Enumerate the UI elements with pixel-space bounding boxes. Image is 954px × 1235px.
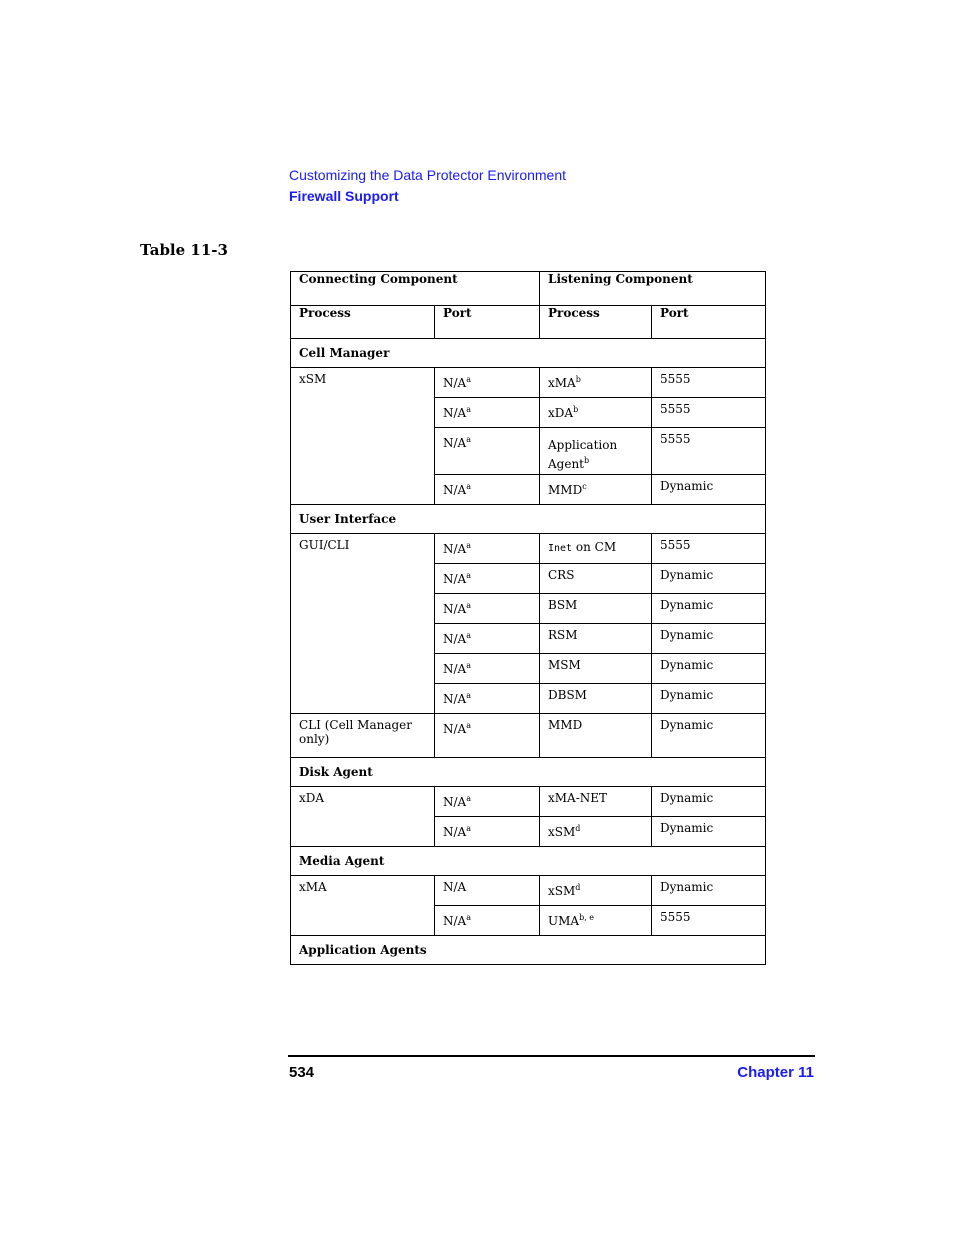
table-row	[291, 714, 766, 758]
footnote-marker: a	[466, 913, 471, 922]
port-value: N/A	[443, 692, 467, 706]
table-row	[291, 534, 766, 564]
listening-process-value: RSM	[548, 628, 578, 642]
listening-process-value: xSM	[548, 884, 576, 898]
listening-process-cell	[540, 594, 652, 624]
listening-process-cell	[540, 534, 652, 564]
listening-process-value: xDA	[548, 406, 574, 420]
listening-port-cell: 5555	[652, 368, 766, 398]
port-cell	[435, 624, 540, 654]
footnote-marker: a	[466, 541, 471, 550]
port-value: N/A	[443, 914, 467, 928]
port-cell	[435, 368, 540, 398]
table-row	[291, 876, 766, 906]
firewall-ports-table	[290, 271, 766, 965]
listening-port-cell: 5555	[652, 534, 766, 564]
process-cell: GUI/CLI	[291, 534, 435, 714]
port-value: N/A	[443, 662, 467, 676]
port-cell	[435, 817, 540, 847]
table-row	[291, 368, 766, 398]
listening-port-cell: Dynamic	[652, 684, 766, 714]
footnote-marker: a	[466, 375, 471, 384]
port-cell	[435, 594, 540, 624]
section-title: Media Agent	[291, 847, 766, 876]
listening-process-value: xSM	[548, 825, 576, 839]
port-value: N/A	[443, 572, 467, 586]
footnote-marker: c	[582, 482, 587, 491]
section-row	[291, 758, 766, 787]
listening-process-cell	[540, 654, 652, 684]
listening-process-value: MMD	[548, 483, 583, 497]
footnote-marker: a	[466, 631, 471, 640]
section-title: User Interface	[291, 505, 766, 534]
chapter-title-link[interactable]: Customizing the Data Protector Environment	[289, 167, 567, 183]
section-row	[291, 505, 766, 534]
listening-component-header: Listening Component	[540, 272, 766, 306]
footnote-marker: a	[466, 405, 471, 414]
footnote-marker: a	[466, 794, 471, 803]
port-cell	[435, 398, 540, 428]
listening-process-value: MSM	[548, 658, 581, 672]
listening-port-cell: Dynamic	[652, 564, 766, 594]
footnote-marker: d	[575, 824, 581, 833]
listening-port-cell: Dynamic	[652, 876, 766, 906]
section-row	[291, 339, 766, 368]
footnote-marker: a	[466, 571, 471, 580]
listening-port-cell: Dynamic	[652, 817, 766, 847]
footnote-marker: a	[466, 824, 471, 833]
listening-process-value: BSM	[548, 598, 578, 612]
footnote-marker: a	[466, 691, 471, 700]
section-title: Disk Agent	[291, 758, 766, 787]
listening-process-cell	[540, 428, 652, 475]
connecting-component-header: Connecting Component	[291, 272, 540, 306]
footnote-marker: b, e	[579, 913, 595, 922]
port-cell	[435, 876, 540, 906]
listening-port-cell: Dynamic	[652, 624, 766, 654]
listening-process-cell	[540, 817, 652, 847]
footnote-marker: b	[573, 405, 579, 414]
port-value: N/A	[443, 880, 467, 894]
listening-process-cell	[540, 398, 652, 428]
table-row	[291, 787, 766, 817]
process-cell: xSM	[291, 368, 435, 505]
listening-process-value: UMA	[548, 914, 580, 928]
footnote-marker: b	[575, 375, 581, 384]
listening-process-value: on CM	[572, 540, 617, 554]
footnote-marker: a	[466, 601, 471, 610]
section-row	[291, 936, 766, 965]
listening-process-cell	[540, 368, 652, 398]
process-cell: CLI (Cell Manager only)	[291, 714, 435, 758]
listening-port-cell: Dynamic	[652, 714, 766, 758]
listening-port-cell: Dynamic	[652, 594, 766, 624]
page-number: 534	[289, 1064, 315, 1081]
port-value: N/A	[443, 795, 467, 809]
port-cell	[435, 787, 540, 817]
code-text: Inet	[548, 543, 573, 554]
footer-divider	[288, 1055, 815, 1057]
listening-port-cell: Dynamic	[652, 787, 766, 817]
listening-process-value: Application Agent	[548, 438, 618, 471]
port-cell	[435, 906, 540, 936]
footnote-marker: d	[575, 883, 581, 892]
listening-port-cell: Dynamic	[652, 475, 766, 505]
breadcrumb	[289, 165, 566, 207]
port-cell	[435, 654, 540, 684]
port-cell	[435, 428, 540, 475]
listening-port-cell: 5555	[652, 398, 766, 428]
footnote-marker: a	[466, 721, 471, 730]
port-value: N/A	[443, 632, 467, 646]
listening-port-cell: 5555	[652, 906, 766, 936]
listening-port-cell: 5555	[652, 428, 766, 475]
port-cell	[435, 564, 540, 594]
section-row	[291, 847, 766, 876]
footnote-marker: a	[466, 482, 471, 491]
listening-process-cell	[540, 906, 652, 936]
port-column-header: Port	[435, 306, 540, 339]
port-cell	[435, 684, 540, 714]
chapter-link[interactable]: Chapter 11	[737, 1064, 814, 1081]
port-cell	[435, 534, 540, 564]
listening-process-cell	[540, 714, 652, 758]
port-value: N/A	[443, 602, 467, 616]
footnote-marker: b	[584, 456, 590, 465]
port-value: N/A	[443, 722, 467, 736]
listening-process-cell	[540, 684, 652, 714]
process-cell: xMA	[291, 876, 435, 936]
port-cell	[435, 714, 540, 758]
listening-process-value: CRS	[548, 568, 575, 582]
listening-process-cell	[540, 475, 652, 505]
port-value: N/A	[443, 406, 467, 420]
table-caption: Table 11-3	[140, 241, 228, 259]
listening-port-cell: Dynamic	[652, 654, 766, 684]
port-cell	[435, 475, 540, 505]
section-title: Application Agents	[291, 936, 766, 965]
listening-port-column-header: Port	[652, 306, 766, 339]
footnote-marker: a	[466, 661, 471, 670]
section-title: Cell Manager	[291, 339, 766, 368]
footnote-marker: a	[466, 435, 471, 444]
port-value: N/A	[443, 436, 467, 450]
listening-process-value: xMA	[548, 376, 576, 390]
port-value: N/A	[443, 483, 467, 497]
listening-process-cell	[540, 564, 652, 594]
port-value: N/A	[443, 825, 467, 839]
port-value: N/A	[443, 542, 467, 556]
listening-process-cell	[540, 876, 652, 906]
port-value: N/A	[443, 376, 467, 390]
process-cell: xDA	[291, 787, 435, 847]
listening-process-value: MMD	[548, 718, 583, 732]
section-title-link[interactable]: Firewall Support	[289, 188, 399, 204]
listening-process-column-header: Process	[540, 306, 652, 339]
listening-process-value: xMA-NET	[548, 791, 608, 805]
listening-process-cell	[540, 787, 652, 817]
listening-process-value: DBSM	[548, 688, 587, 702]
process-column-header: Process	[291, 306, 435, 339]
listening-process-cell	[540, 624, 652, 654]
